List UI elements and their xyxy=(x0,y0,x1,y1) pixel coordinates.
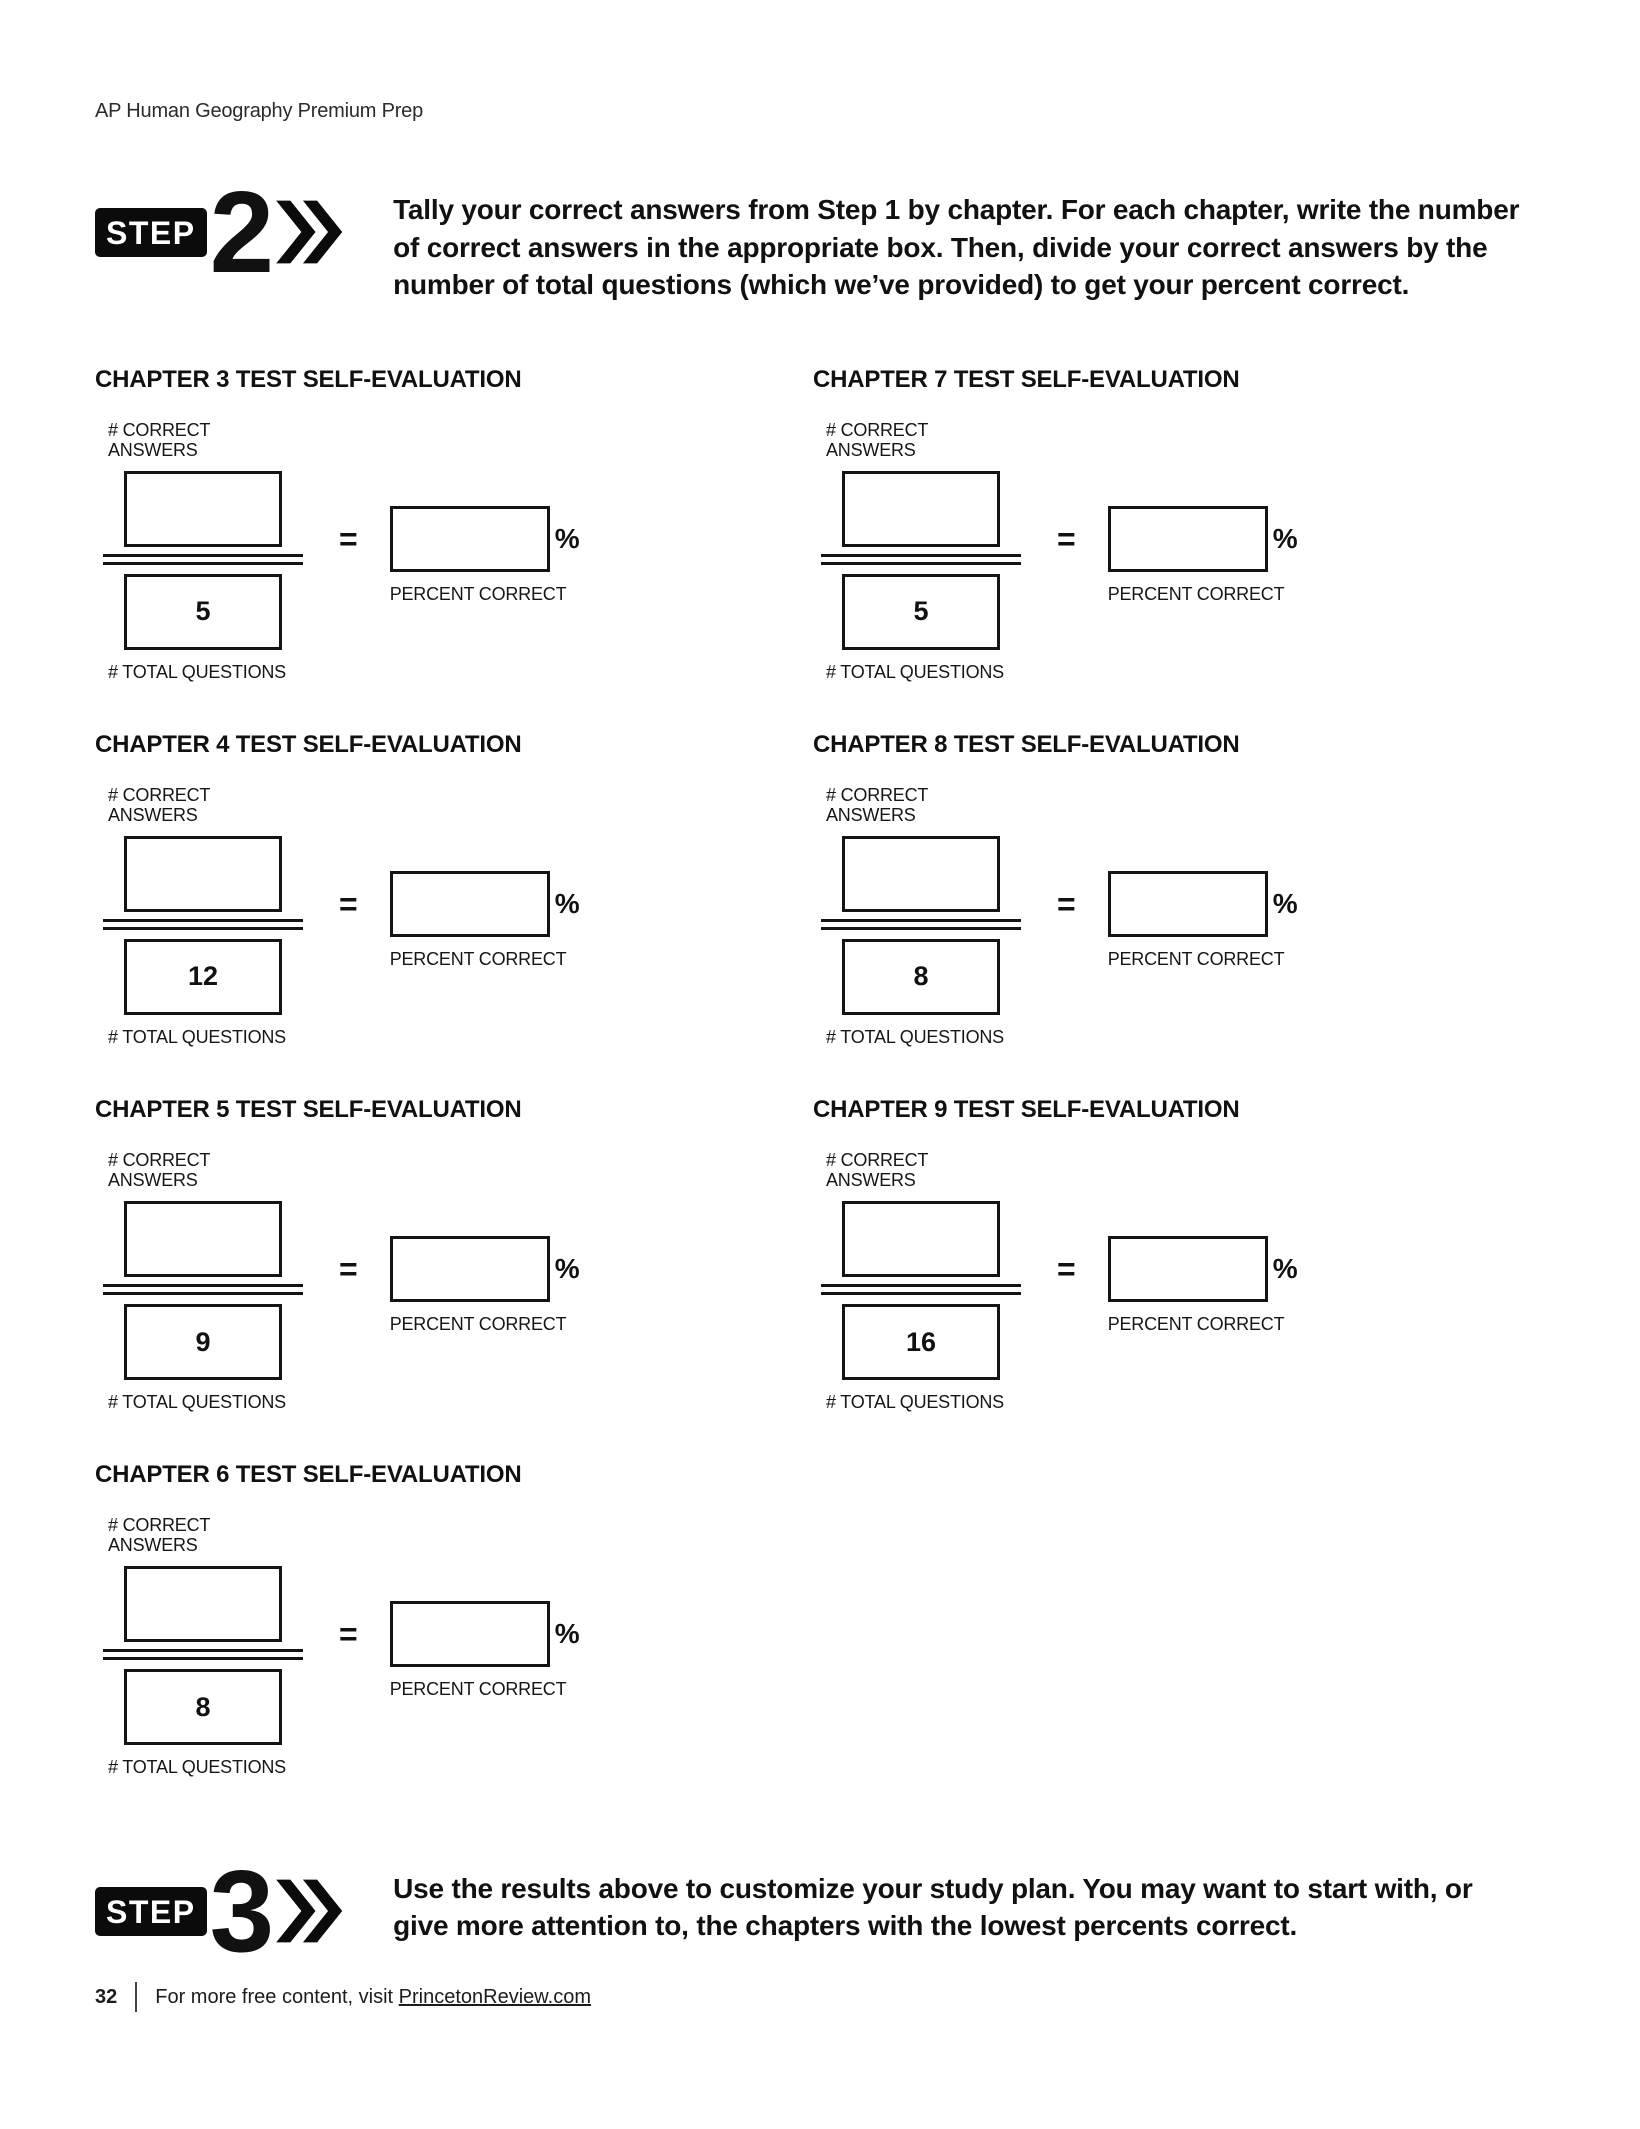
percent-group xyxy=(1108,871,1298,1048)
step-label: STEP xyxy=(95,1887,207,1936)
correct-answers-box[interactable] xyxy=(842,471,1000,547)
correct-answers-label: # CORRECT ANSWERS xyxy=(108,1149,210,1191)
fraction-row xyxy=(95,785,813,1048)
total-questions-label: # TOTAL QUESTIONS xyxy=(108,1392,286,1413)
fraction-row xyxy=(813,1150,1545,1413)
total-questions-box xyxy=(124,1669,282,1745)
percent-row xyxy=(1108,506,1298,572)
fraction-line xyxy=(821,919,1021,930)
chapter-8-evaluation xyxy=(813,731,1545,1048)
percent-correct-box[interactable] xyxy=(390,871,550,937)
percent-sign: % xyxy=(554,1617,580,1649)
equals-sign: = xyxy=(339,1615,358,1652)
percent-correct-label: PERCENT CORRECT xyxy=(1107,1313,1285,1334)
percent-group xyxy=(390,871,580,1048)
fraction-row xyxy=(813,420,1545,683)
correct-answers-box[interactable] xyxy=(842,836,1000,912)
fraction-row xyxy=(95,420,813,683)
chapter-9-evaluation xyxy=(813,1096,1545,1413)
fraction xyxy=(103,785,303,1048)
percent-group xyxy=(390,506,580,683)
percent-row xyxy=(390,506,580,572)
total-questions-value: 8 xyxy=(195,1691,211,1722)
equals-sign: = xyxy=(1057,520,1076,557)
step-2-instructions: Tally your correct answers from Step 1 by chapter. For each chapter, write the number of correct answers in the appropriate box. Then, divide your correct answers by the number of total questions (which we’ve provided) to get your percent correct. xyxy=(393,194,1520,301)
percent-correct-label: PERCENT CORRECT xyxy=(389,948,567,969)
percent-correct-box[interactable] xyxy=(390,1601,550,1667)
total-questions-value: 12 xyxy=(187,961,219,992)
correct-answers-box[interactable] xyxy=(124,1201,282,1277)
chapter-3-evaluation xyxy=(95,366,813,683)
total-questions-label: # TOTAL QUESTIONS xyxy=(826,1026,1004,1047)
total-questions-box xyxy=(842,1304,1000,1380)
evaluation-grid xyxy=(95,366,1545,1778)
percent-correct-box[interactable] xyxy=(1108,506,1268,572)
page-footer xyxy=(95,1982,591,2012)
percent-group xyxy=(1108,506,1298,683)
percent-correct-label: PERCENT CORRECT xyxy=(1107,948,1285,969)
total-questions-box xyxy=(124,574,282,650)
fraction-row xyxy=(95,1515,813,1778)
step-2-section xyxy=(95,167,1545,304)
percent-group xyxy=(390,1236,580,1413)
total-questions-box xyxy=(842,574,1000,650)
step-number: 3 xyxy=(209,1845,271,1976)
eval-title: CHAPTER 6 TEST SELF-EVALUATION xyxy=(95,1460,522,1488)
percent-sign: % xyxy=(554,1252,580,1284)
chapter-7-evaluation xyxy=(813,366,1545,683)
percent-sign: % xyxy=(554,522,580,554)
grid-spacer xyxy=(813,1461,1545,1778)
eval-title: CHAPTER 5 TEST SELF-EVALUATION xyxy=(95,1095,522,1123)
correct-answers-box[interactable] xyxy=(124,471,282,547)
total-questions-value: 5 xyxy=(195,596,211,627)
percent-group xyxy=(1108,1236,1298,1413)
percent-group xyxy=(390,1601,580,1778)
correct-answers-box[interactable] xyxy=(842,1201,1000,1277)
equals-sign: = xyxy=(1057,1250,1076,1287)
equals-sign: = xyxy=(339,520,358,557)
total-questions-box xyxy=(124,1304,282,1380)
percent-correct-box[interactable] xyxy=(390,1236,550,1302)
percent-correct-label: PERCENT CORRECT xyxy=(389,583,567,604)
percent-correct-label: PERCENT CORRECT xyxy=(389,1678,567,1699)
total-questions-label: # TOTAL QUESTIONS xyxy=(826,1392,1004,1413)
fraction xyxy=(103,420,303,683)
correct-answers-box[interactable] xyxy=(124,1566,282,1642)
double-chevron-icon xyxy=(275,1878,345,1944)
percent-row xyxy=(1108,871,1298,937)
page-number: 32 xyxy=(95,1985,118,2008)
percent-sign: % xyxy=(1272,887,1298,919)
total-questions-value: 8 xyxy=(913,961,929,992)
percent-sign: % xyxy=(554,887,580,919)
step-number: 2 xyxy=(209,167,271,297)
book-title-header: AP Human Geography Premium Prep xyxy=(95,100,424,122)
percent-row xyxy=(390,1601,580,1667)
fraction-line xyxy=(103,1649,303,1660)
double-chevron-icon xyxy=(275,199,345,265)
correct-answers-box[interactable] xyxy=(124,836,282,912)
chapter-6-evaluation xyxy=(95,1461,813,1778)
eval-title: CHAPTER 4 TEST SELF-EVALUATION xyxy=(95,730,522,758)
eval-title: CHAPTER 8 TEST SELF-EVALUATION xyxy=(813,730,1240,758)
percent-sign: % xyxy=(1272,1252,1298,1284)
fraction xyxy=(821,785,1021,1048)
eval-title: CHAPTER 7 TEST SELF-EVALUATION xyxy=(813,365,1240,393)
percent-correct-label: PERCENT CORRECT xyxy=(389,1313,567,1334)
equals-sign: = xyxy=(1057,885,1076,922)
percent-row xyxy=(1108,1236,1298,1302)
step-label: STEP xyxy=(95,208,207,257)
total-questions-label: # TOTAL QUESTIONS xyxy=(826,661,1004,682)
percent-row xyxy=(390,871,580,937)
equals-sign: = xyxy=(339,885,358,922)
princeton-review-link[interactable]: PrincetonReview.com xyxy=(398,1985,591,2008)
eval-title: CHAPTER 9 TEST SELF-EVALUATION xyxy=(813,1095,1240,1123)
total-questions-value: 5 xyxy=(913,596,929,627)
fraction-line xyxy=(103,919,303,930)
footer-text xyxy=(155,1986,591,2009)
correct-answers-label: # CORRECT ANSWERS xyxy=(108,1514,210,1556)
percent-correct-box[interactable] xyxy=(1108,871,1268,937)
total-questions-box xyxy=(842,939,1000,1015)
fraction xyxy=(103,1515,303,1778)
fraction-row xyxy=(95,1150,813,1413)
equals-sign: = xyxy=(339,1250,358,1287)
step-3-instructions: Use the results above to customize your study plan. You may want to start with, or give more attention to, the chapters with the lowest percents correct. xyxy=(393,1872,1473,1942)
footer-divider xyxy=(135,1982,137,2012)
correct-answers-label: # CORRECT ANSWERS xyxy=(826,784,928,826)
percent-sign: % xyxy=(1272,522,1298,554)
total-questions-value: 16 xyxy=(905,1326,937,1357)
correct-answers-label: # CORRECT ANSWERS xyxy=(826,1149,928,1191)
fraction xyxy=(103,1150,303,1413)
percent-row xyxy=(390,1236,580,1302)
fraction-line xyxy=(103,1284,303,1295)
fraction-row xyxy=(813,785,1545,1048)
percent-correct-box[interactable] xyxy=(390,506,550,572)
percent-correct-label: PERCENT CORRECT xyxy=(1107,583,1285,604)
total-questions-value: 9 xyxy=(195,1326,211,1357)
total-questions-label: # TOTAL QUESTIONS xyxy=(108,661,286,682)
total-questions-label: # TOTAL QUESTIONS xyxy=(108,1757,286,1778)
chapter-4-evaluation xyxy=(95,731,813,1048)
fraction xyxy=(821,420,1021,683)
step-2-badge xyxy=(95,167,345,297)
total-questions-box xyxy=(124,939,282,1015)
fraction-line xyxy=(821,554,1021,565)
step-3-section xyxy=(95,1845,1545,1976)
chapter-5-evaluation xyxy=(95,1096,813,1413)
correct-answers-label: # CORRECT ANSWERS xyxy=(108,419,210,461)
fraction-line xyxy=(821,1284,1021,1295)
correct-answers-label: # CORRECT ANSWERS xyxy=(826,419,928,461)
fraction-line xyxy=(103,554,303,565)
fraction xyxy=(821,1150,1021,1413)
footer-message: For more free content, visit xyxy=(155,1985,399,2008)
correct-answers-label: # CORRECT ANSWERS xyxy=(108,784,210,826)
step-3-badge xyxy=(95,1845,345,1976)
eval-title: CHAPTER 3 TEST SELF-EVALUATION xyxy=(95,365,522,393)
percent-correct-box[interactable] xyxy=(1108,1236,1268,1302)
total-questions-label: # TOTAL QUESTIONS xyxy=(108,1026,286,1047)
